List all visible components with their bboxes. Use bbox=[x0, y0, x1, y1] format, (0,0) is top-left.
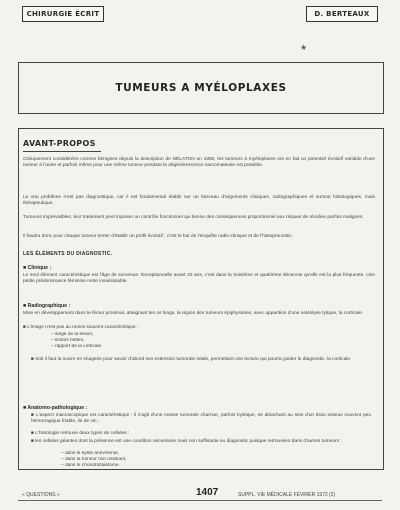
list-item: – dans la tumeur non ossifiant, bbox=[61, 457, 127, 462]
list-item: – limites nettes, bbox=[51, 338, 85, 343]
bullet-4-list bbox=[61, 451, 126, 469]
clinique-label: ■ Clinique : bbox=[23, 265, 52, 271]
bullet-3: ■ L'histologie retrouve deux types de cellules : bbox=[31, 431, 130, 436]
header-right-box bbox=[306, 6, 378, 22]
list-item: – dans le chondroblastome. bbox=[61, 463, 120, 468]
section-heading: AVANT-PROPOS bbox=[23, 139, 96, 148]
title-box bbox=[18, 62, 384, 114]
content-box bbox=[18, 128, 384, 470]
header-left-box bbox=[22, 6, 104, 22]
bullet-1: ■ L'image n'est pas au moins souvent caractéristique : bbox=[23, 325, 139, 330]
footer-rule bbox=[18, 500, 382, 501]
paragraph-2: Le vrai problème n'est pas diagnostique, car il est fondamental établir sur un faisceau d'arguments cliniques, radiographiques et surtout histologiques, mais thérapeutique. bbox=[23, 195, 375, 206]
page-number: 1407 bbox=[196, 487, 219, 498]
radio-text: Mise en développement dans le fémur proximal, atteignant les os longs, la région des tumeurs épiphysaires, avec apparition d'une ostéolyse lytique, la corticale. bbox=[23, 311, 364, 316]
footer-left: « QUESTIONS » bbox=[22, 492, 60, 498]
bullet-4: ■ les cellules géantes dont la présence est une condition nécessaire mais non suffisante au diagnostic puisque retrouvées dans d'autres tumeurs : bbox=[31, 439, 342, 444]
anapath-label: ■ Anatomo-pathologique : bbox=[23, 405, 88, 411]
paragraph-4: Il faudra donc pour chaque tumeur tenter d'établir un profil évolutif ; c'est le but de l'enquête radio-clinique et de l'histopronostic. bbox=[23, 234, 294, 239]
paragraph-3: Tumeurs imprévisibles, leur traitement peut imposer un contrôle fonctionnel qui tienne des conséquences proportionnel aux risques de récidive parfois malignes. bbox=[23, 215, 364, 220]
list-item: – dans le kyste anévrismal, bbox=[61, 451, 119, 456]
anapath-text: ■ L'aspect macroscopique est caractéristique : il s'agit d'une masse tumorale charnue, parfois kystique, se détachant au sein d'un tissu osseux souvent peu hémorragique friable, lie de vin ; bbox=[31, 413, 371, 424]
header-right-label: D. BERTEAUX bbox=[314, 10, 370, 18]
star-mark-icon: ★ bbox=[300, 43, 308, 52]
elements-heading: LES ÉLÉMENTS DU DIAGNOSTIC. bbox=[23, 251, 113, 257]
clinique-text: Le seul élément caractéristique est l'âge de survenue. Exceptionnelle avant 20 ans, c'est dans la troisième et quatrième décennie qu'elle est la plus fréquente. Une petite prédominance féminine reste insaisissable. bbox=[23, 273, 375, 284]
paragraph-1: Cliniquement considérées comme bénignes depuis la description de NÉLATON en 1860, les tumeurs à myéloplaxes ont en fait un potentiel évolutif variable d'une tumeur à l'autre et parfois même pour une même tumeur pendant la dégénérescence sarcomateuse est possible. bbox=[23, 157, 375, 168]
bullet-1-list bbox=[51, 332, 102, 350]
bullet-2: ■ Soit il faut la suivre en imagerie pour savoir d'abord son extension tumorale totale, permettant une lecture qui pourra guider le diagnostic, la corticale. bbox=[31, 357, 352, 362]
header-left-label: CHIRURGIE ÉCRIT bbox=[26, 10, 100, 18]
page-title: TUMEURS A MYÉLOPLAXES bbox=[115, 82, 287, 94]
heading-underline bbox=[23, 151, 101, 152]
list-item: – siège de la lésion, bbox=[51, 332, 94, 337]
radio-label: ■ Radiographique : bbox=[23, 303, 71, 309]
footer-right: SUPPL. VIE MÉDICALE FÉVRIER 1972 (2) bbox=[238, 492, 336, 498]
list-item: – rapport de la corticale. bbox=[51, 344, 103, 349]
